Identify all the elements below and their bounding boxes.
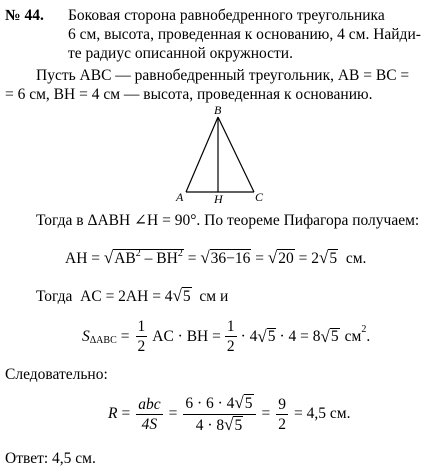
radicand-4: 5 xyxy=(329,250,338,267)
given-line-1: Пусть ABC — равнобедренный треугольник, AB = BC = xyxy=(36,67,410,84)
answer-text: Ответ: 4,5 см. xyxy=(5,450,96,467)
side-bc xyxy=(218,117,254,192)
ah-lhs: AH = xyxy=(65,250,101,267)
radicand-3: 20 xyxy=(278,250,294,267)
label-h: H xyxy=(214,192,223,206)
problem-line-1: Боковая сторона равнобедренного треугольника xyxy=(68,7,385,24)
area-formula: S ΔABC = $\frac{1}{2}$ AC · BH = $\frac{1}{2}$ · 4 √ 5 · 4 = 8 √ 5 см 2 . xyxy=(82,318,371,356)
label-b: B xyxy=(214,103,222,117)
label-a: A xyxy=(176,190,184,204)
radicand-1: $AB^2 - BH^2$ xyxy=(114,248,183,267)
pythagoras-text: Тогда в ΔABH ∠H = 90°. По теореме Пифагора получаем: xyxy=(36,212,420,229)
problem-number: № 44. xyxy=(5,7,44,24)
ac-line: Тогда AC = 2AH = 4√5 см и xyxy=(36,286,229,305)
pythagoras-formula: AH = $√AB^2 - BH^2 = √36-16 = √20 = 2√5$ см. xyxy=(65,248,367,267)
label-c: C xyxy=(255,190,264,204)
problem-line-3: те радиус описанной окружности. xyxy=(68,45,293,62)
given-line-2: = 6 см, BH = 4 см — высота, проведенная к основанию. xyxy=(5,86,373,103)
radius-formula: R = $\frac{\text{abc}}{4S}$ = $\frac{6 \cdot 6 \cdot 4√5}{4 \cdot 8√5}$ = $\frac{9}{2}$ = 4,5 см. xyxy=(108,393,351,434)
radicand-2: 36−16 xyxy=(210,250,251,267)
therefore-text: Следовательно: xyxy=(5,366,108,383)
side-ab xyxy=(186,117,218,192)
problem-line-2: 6 см, высота, проведенная к основанию, 4 см. Найди- xyxy=(68,26,421,43)
radical-sign: √ xyxy=(103,248,114,267)
